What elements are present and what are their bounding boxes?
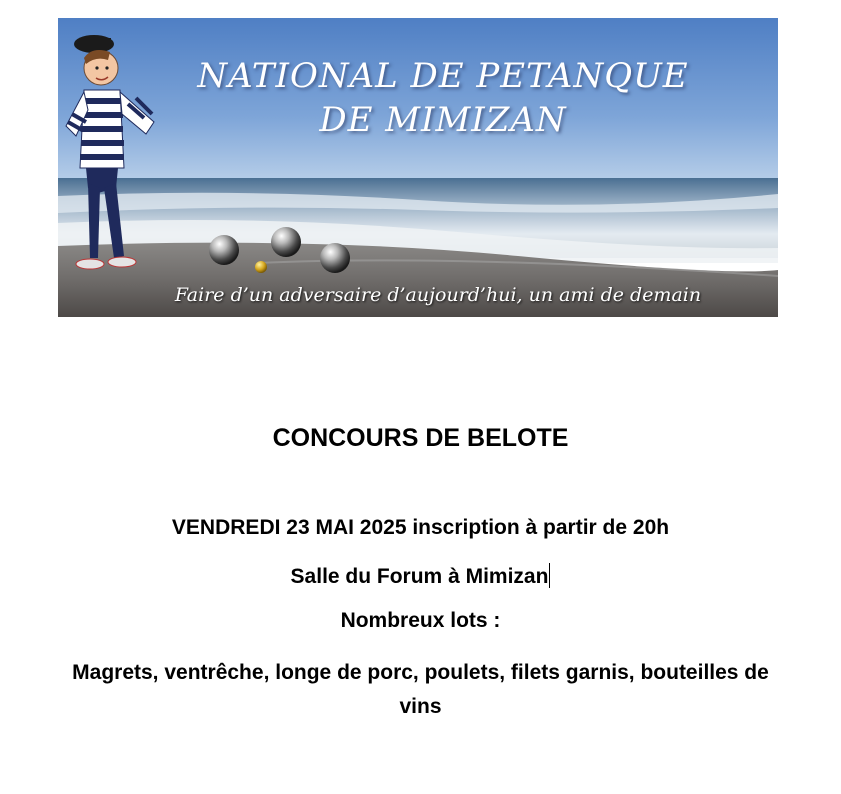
banner-motto: Faire d’un adversaire d’aujourd’hui, un ami de demain bbox=[174, 284, 702, 306]
prizes-heading: Nombreux lots : bbox=[340, 609, 501, 632]
event-venue: Salle du Forum à Mimizan bbox=[290, 565, 549, 588]
event-banner bbox=[58, 18, 778, 317]
event-title: CONCOURS DE BELOTE bbox=[272, 424, 569, 452]
banner-title-line1: NATIONAL DE PETANQUE bbox=[197, 56, 689, 96]
event-date-line: VENDREDI 23 MAI 2025 inscription à partir de 20h bbox=[171, 516, 670, 539]
banner-title-line2: DE MIMIZAN bbox=[319, 100, 567, 140]
event-venue-line[interactable] bbox=[40, 563, 801, 589]
text-cursor bbox=[549, 563, 550, 588]
prizes-list: Magrets, ventrêche, longe de porc, poulets, filets garnis, bouteilles de vins bbox=[72, 661, 769, 718]
